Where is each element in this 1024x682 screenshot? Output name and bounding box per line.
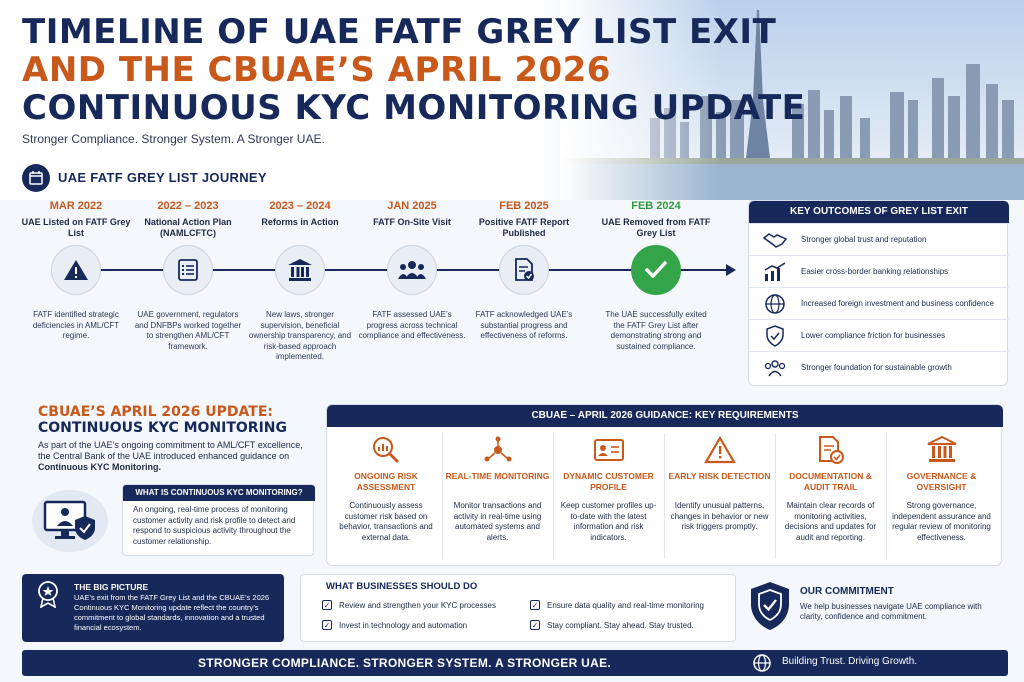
document-check-icon: [776, 433, 885, 467]
timeline-step-6-desc-wrap: [600, 310, 712, 352]
people-icon: [749, 359, 801, 377]
step-heading: UAE Removed from FATF Grey List: [601, 217, 711, 238]
checkbox-icon: ✓: [323, 620, 331, 630]
outcome-item: [749, 255, 1009, 287]
big-picture-text: UAE’s exit from the FATF Grey List and the CBUAE’s 2026 Continuous KYC Monitoring update reflect the country’s commitment to global standards, innovation and a trusted financial ecosystem.: [74, 593, 270, 632]
update-body-bold: Continuous KYC Monitoring.: [38, 462, 161, 472]
step-description: FATF identified strategic deficiencies in AML/CFT regime.: [32, 310, 120, 340]
outcome-text: Easier cross-border banking relationships: [801, 266, 949, 276]
checkbox-icon: ✓: [531, 600, 539, 610]
requirement-desc: Continuously assess customer risk based on behavior, transactions and external data.: [339, 501, 433, 542]
requirement-title: ONGOING RISK ASSESSMENT: [354, 471, 418, 492]
timeline-step-1-desc-wrap: [20, 310, 132, 342]
commitment-text: We help businesses navigate UAE compliance with clarity, confidence and commitment.: [800, 602, 982, 621]
bank-icon: [275, 245, 325, 295]
timeline-arrow-icon: [726, 264, 736, 276]
commitment-title: OUR COMMITMENT: [800, 586, 894, 597]
timeline-step-2: [132, 200, 244, 239]
business-action-item: [322, 600, 496, 610]
warning-icon: [51, 245, 101, 295]
requirement-title: EARLY RISK DETECTION: [668, 471, 771, 481]
guidance-title: CBUAE – APRIL 2026 GUIDANCE: KEY REQUIREMENTS: [327, 405, 1003, 427]
step-heading: Positive FATF Report Published: [478, 217, 570, 238]
what-is-kyc-box: [122, 484, 314, 556]
checkbox-icon: ✓: [531, 620, 539, 630]
business-action-item: [322, 620, 467, 630]
requirement-title: DYNAMIC CUSTOMER PROFILE: [563, 471, 654, 492]
step-heading: FATF On-Site Visit: [373, 217, 451, 227]
title-line-3: CONTINUOUS KYC MONITORING UPDATE: [22, 88, 806, 128]
update-title-line-2: CONTINUOUS KYC MONITORING: [38, 420, 288, 436]
timeline-step-4: [356, 200, 468, 228]
monitor-shield-icon: [32, 490, 108, 552]
step-description: The UAE successfully exited the FATF Grey List after demonstrating strong and sustained compliance.: [605, 310, 707, 351]
team-icon: [387, 245, 437, 295]
outcomes-title: KEY OUTCOMES OF GREY LIST EXIT: [749, 201, 1009, 223]
commitment-shield-icon: [748, 580, 792, 632]
step-heading: Reforms in Action: [261, 217, 339, 227]
globe-icon: [752, 653, 772, 673]
requirement-title: DOCUMENTATION & AUDIT TRAIL: [789, 471, 872, 492]
governance-icon: [887, 433, 996, 467]
what-is-kyc-text: An ongoing, real-time process of monitoring customer activity and risk profile to detect and respond to suspicious activity throughout the customer relationship.: [133, 505, 296, 546]
checkbox-icon: ✓: [323, 600, 331, 610]
requirement-desc: Monitor transactions and activity in real-time using automated systems and alerts.: [453, 501, 542, 542]
journey-title: UAE FATF GREY LIST JOURNEY: [58, 170, 267, 185]
timeline-step-1: [20, 200, 132, 239]
key-outcomes-panel: [748, 200, 1008, 386]
requirement-real-time: [442, 433, 552, 559]
requirement-dynamic-profile: [553, 433, 663, 559]
outcome-item: [749, 351, 1009, 383]
big-picture-title: THE BIG PICTURE: [74, 582, 149, 592]
step-description: New laws, stronger supervision, beneficial ownership transparency, and risk-based approach implemented.: [248, 310, 352, 361]
report-icon: [499, 245, 549, 295]
network-icon: [443, 433, 552, 467]
step-description: FATF acknowledged UAE’s substantial progress and effectiveness of reforms.: [475, 310, 573, 340]
business-action-item: [530, 620, 694, 630]
step-date: JAN 2025: [387, 200, 437, 212]
business-action-text: Ensure data quality and real-time monitoring: [547, 600, 704, 610]
requirement-desc: Keep customer profiles up-to-date with the latest information and risk indicators.: [560, 501, 657, 542]
outcome-item: [749, 223, 1009, 255]
business-title: WHAT BUSINESSES SHOULD DO: [326, 581, 478, 592]
step-description: FATF assessed UAE’s progress across technical compliance and effectiveness.: [358, 310, 466, 340]
step-description: UAE government, regulators and DNFBPs worked together to strengthen AML/CFT framework.: [134, 310, 242, 351]
timeline-step-3-desc-wrap: [244, 310, 356, 363]
step-date: FEB 2025: [499, 200, 549, 212]
outcome-text: Increased foreign investment and business confidence: [801, 298, 995, 308]
update-body: [38, 440, 308, 473]
business-action-item: [530, 600, 704, 610]
timeline-step-5-desc-wrap: [468, 310, 580, 342]
risk-search-icon: [331, 433, 441, 467]
title-line-2: AND THE CBUAE’S APRIL 2026: [22, 50, 611, 90]
timeline-step-2-desc-wrap: [132, 310, 244, 352]
title-line-1: TIMELINE OF UAE FATF GREY LIST EXIT: [22, 12, 777, 52]
footer-slogan: STRONGER COMPLIANCE. STRONGER SYSTEM. A STRONGER UAE.: [198, 656, 612, 670]
timeline-step-5: [468, 200, 580, 239]
timeline-step-6: [600, 200, 712, 239]
timeline-step-4-desc-wrap: [356, 310, 468, 342]
requirement-governance: [886, 433, 996, 559]
requirement-desc: Identify unusual patterns, changes in behavior or new risk triggers promptly.: [670, 501, 769, 531]
requirement-desc: Strong governance, independent assurance and regular review of monitoring effectiveness.: [892, 501, 991, 542]
check-icon: [631, 245, 681, 295]
handshake-icon: [749, 232, 801, 248]
outcome-item: [749, 287, 1009, 319]
calendar-icon: [22, 164, 50, 192]
business-action-text: Review and strengthen your KYC processes: [339, 600, 496, 610]
step-date: FEB 2024: [631, 200, 681, 212]
alert-icon: [665, 433, 774, 467]
update-body-text: As part of the UAE’s ongoing commitment to AML/CFT excellence, the Central Bank of the UAE introduced enhanced guidance on: [38, 440, 303, 461]
globe-icon: [749, 293, 801, 315]
requirement-desc: Maintain clear records of monitoring activities, decisions and updates for audit and reporting.: [784, 501, 877, 542]
outcome-item: [749, 319, 1009, 351]
business-action-text: Stay compliant. Stay ahead. Stay trusted.: [547, 620, 694, 630]
requirement-title: GOVERNANCE & OVERSIGHT: [906, 471, 977, 492]
outcome-text: Lower compliance friction for businesses: [801, 330, 946, 340]
step-date: MAR 2022: [49, 200, 103, 212]
tagline: Stronger Compliance. Stronger System. A Stronger UAE.: [22, 132, 325, 146]
step-date: 2022 – 2023: [157, 200, 219, 212]
timeline-step-3: [244, 200, 356, 228]
footer-tagline: Building Trust. Driving Growth.: [782, 656, 918, 667]
requirement-documentation: [775, 433, 885, 559]
outcome-text: Stronger foundation for sustainable growth: [801, 362, 952, 372]
business-action-text: Invest in technology and automation: [339, 620, 468, 630]
what-is-kyc-title: WHAT IS CONTINUOUS KYC MONITORING?: [123, 485, 315, 501]
requirement-title: REAL-TIME MONITORING: [445, 471, 550, 481]
outcome-text: Stronger global trust and reputation: [801, 234, 927, 244]
shield-check-icon: [749, 325, 801, 347]
requirement-early-detection: [664, 433, 774, 559]
step-date: 2023 – 2024: [269, 200, 331, 212]
growth-chart-icon: [749, 262, 801, 282]
step-heading: National Action Plan (NAMLCFTC): [144, 217, 232, 238]
requirement-ongoing-risk: [331, 433, 441, 559]
step-heading: UAE Listed on FATF Grey List: [21, 217, 131, 238]
checklist-icon: [163, 245, 213, 295]
guidance-panel: [326, 404, 1002, 566]
update-title-line-1: CBUAE’S APRIL 2026 UPDATE:: [38, 404, 273, 420]
award-icon: [34, 580, 62, 608]
profile-card-icon: [554, 433, 663, 467]
